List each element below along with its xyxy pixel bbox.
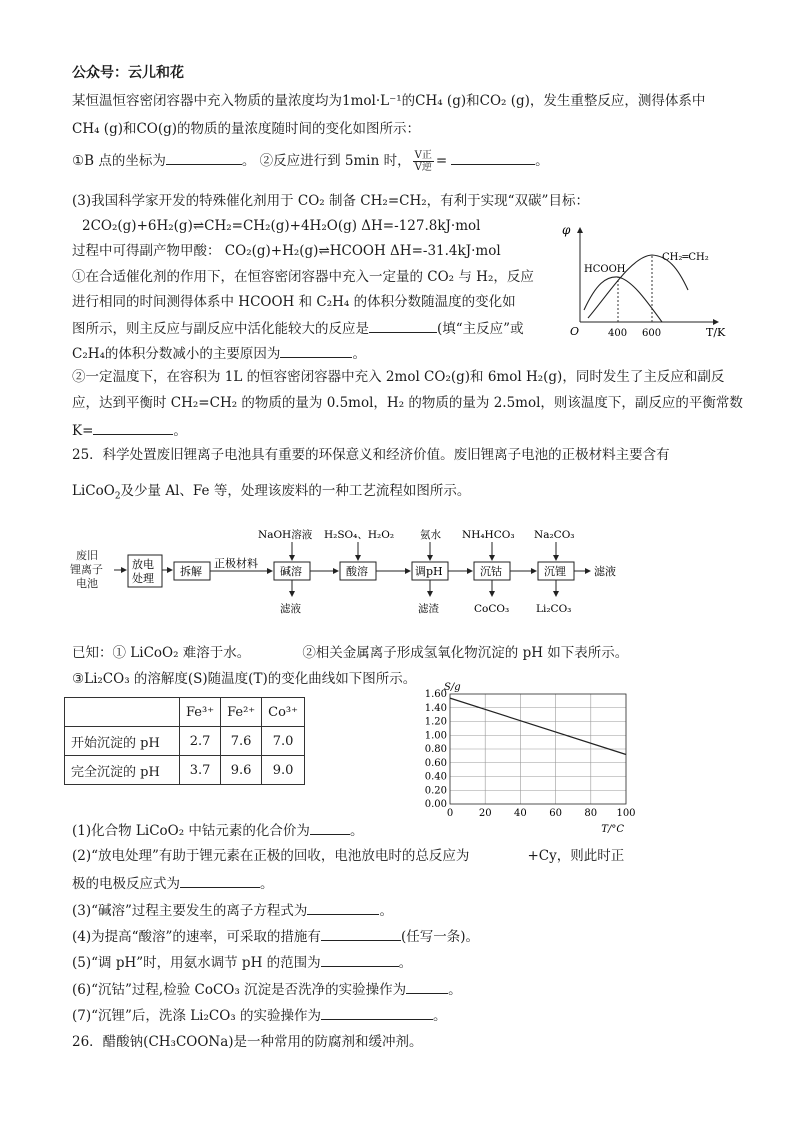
table-cell: 7.6 <box>221 727 262 756</box>
text: K= <box>72 423 94 439</box>
text: (5)“调 pH”时，用氨水调节 pH 的范围为 <box>72 955 321 971</box>
text: 极的电极反应式为 <box>72 876 180 892</box>
x-tick-label: 400 <box>608 328 628 339</box>
x-tick-label: 20 <box>478 808 492 819</box>
answer-blank[interactable] <box>180 873 260 888</box>
solubility-chart <box>410 680 650 835</box>
box-label: 沉锂 <box>544 565 566 578</box>
x-tick-label: 40 <box>514 808 527 819</box>
table-header-row <box>65 698 305 727</box>
solubility-line <box>450 698 626 754</box>
y-axis-label: S/g <box>444 682 461 693</box>
denominator: V逆 <box>414 162 432 173</box>
hcooh-label: HCOOH <box>584 264 626 275</box>
table-header: Fe³⁺ <box>180 698 221 727</box>
box-label: 拆解 <box>180 565 202 578</box>
y-tick-label: 0.60 <box>424 757 447 769</box>
reagent-label: NH₄HCO₃ <box>462 529 515 541</box>
x-axis-label: T/K <box>706 326 726 339</box>
table-row <box>65 756 305 785</box>
text: (6)“沉钴”过程,检验 CoCO₃ 沉淀是否洗净的实验操作为 <box>72 982 407 998</box>
x-tick-label: 100 <box>616 808 636 819</box>
row-label: 开始沉淀的 pH <box>65 727 180 756</box>
y-tick-label: 0.80 <box>424 744 447 755</box>
y-tick-label: 1.60 <box>424 689 447 700</box>
text: 。 <box>448 982 462 998</box>
y-axis-label: φ <box>562 223 571 237</box>
text: 。 <box>173 423 187 439</box>
box-label: 碱溶 <box>280 565 302 578</box>
x-tick-label: 0 <box>446 808 454 819</box>
question-3 <box>72 900 393 920</box>
known-1: 已知：① LiCoO₂ 难溶于水。 <box>72 645 251 661</box>
text: (7)“沉锂”后，洗涤 Li₂CO₃ 的实验操作为 <box>72 1008 322 1024</box>
text-line: (3)我国科学家开发的特殊催化剂用于 CO₂ 制备 CH₂=CH₂，有利于实现“双碳”目标： <box>72 193 589 209</box>
question-1 <box>72 820 363 840</box>
table-cell: 9.0 <box>262 756 305 785</box>
question-5 <box>72 952 412 972</box>
x-tick-label: 600 <box>642 328 662 339</box>
table-header: Co³⁺ <box>262 698 305 727</box>
end-label: 滤液 <box>594 565 616 578</box>
text: = <box>435 153 448 169</box>
box-label: 调pH <box>415 565 443 578</box>
answer-blank[interactable] <box>310 820 350 835</box>
question-6 <box>72 979 462 999</box>
row-label: 完全沉淀的 pH <box>65 756 180 785</box>
text: C₂H₄的体积分数减小的主要原因为 <box>72 346 281 362</box>
equation-main: 2CO₂(g)+6H₂(g)⇌CH₂=CH₂(g)+4H₂O(g) ΔH=-127.8kJ·mol <box>82 218 481 234</box>
text-line: 26．醋酸钠(CH₃COONa)是一种常用的防腐剂和缓冲剂。 <box>72 1034 423 1050</box>
answer-blank[interactable] <box>321 926 401 941</box>
temperature-figure <box>560 222 730 344</box>
output-label: CoCO₃ <box>474 603 510 615</box>
origin-label: O <box>570 325 580 338</box>
text-line: 应，达到平衡时 CH₂=CH₂ 的物质的量为 0.5mol，H₂ 的物质的量为 2.5mol，则该温度下，副反应的平衡常数 <box>72 395 743 411</box>
numerator: V正 <box>414 150 432 161</box>
box-label: 沉钴 <box>480 565 502 578</box>
y-tick-label: 1.00 <box>424 730 447 742</box>
answer-blank[interactable] <box>93 420 173 435</box>
y-tick-label: 1.40 <box>424 702 447 714</box>
box-label: 处理 <box>132 572 154 585</box>
process-flow-diagram <box>68 524 668 620</box>
question-line <box>72 343 366 363</box>
table-cell: 7.0 <box>262 727 305 756</box>
ethylene-label: CH₂═CH₂ <box>662 252 709 263</box>
table-row <box>65 727 305 756</box>
text: (4)为提高“酸溶”的速率，可采取的措施有 <box>72 929 321 945</box>
text: 。 <box>379 903 393 919</box>
output-label: 滤液 <box>280 603 301 615</box>
text: (任写一条)。 <box>400 929 479 945</box>
text: 。 <box>433 1008 447 1024</box>
reagent-label: Na₂CO₃ <box>534 529 575 541</box>
arrow-label: 正极材料 <box>214 557 258 570</box>
reagent-label: H₂SO₄、H₂O₂ <box>324 529 395 541</box>
text: +Cy，则此时正 <box>527 848 625 864</box>
output-label: Li₂CO₃ <box>536 603 572 615</box>
y-tick-label: 0.20 <box>424 785 447 797</box>
reagent-label: NaOH溶液 <box>258 529 313 541</box>
start-label: 锂离子 <box>70 563 103 576</box>
y-tick-label: 0.40 <box>424 771 447 783</box>
text: 。 <box>260 876 274 892</box>
text: 及少量 Al、Fe 等，处理该废料的一种工艺流程如图所示。 <box>120 483 471 499</box>
y-tick-label: 1.20 <box>424 716 447 728</box>
y-tick-label: 0.00 <box>424 799 447 810</box>
equation-side: 过程中可得副产物甲酸： CO₂(g)+H₂(g)⇌HCOOH ΔH=-31.4kJ·mol <box>72 243 501 259</box>
x-tick-label: 80 <box>584 808 598 819</box>
text-line: ①在合适催化剂的作用下，在恒容密闭容器中充入一定量的 CO₂ 与 H₂，反应 <box>72 269 534 285</box>
start-label: 废旧 <box>76 549 98 562</box>
answer-blank[interactable] <box>406 979 448 994</box>
output-label: 滤渣 <box>418 603 439 615</box>
text: 。 <box>398 955 413 971</box>
text-line: CH₄ (g)和CO(g)的物质的量浓度随时间的变化如图所示： <box>72 121 421 137</box>
question-line <box>72 150 549 173</box>
reagent-label: 氨水 <box>420 529 441 541</box>
text: 。 <box>535 153 549 169</box>
answer-blank[interactable] <box>280 343 352 358</box>
text: (1)化合物 LiCoO₂ 中钴元素的化合价为 <box>72 823 310 839</box>
answer-blank[interactable] <box>166 150 242 165</box>
known-2: ②相关金属离子形成氢氧化物沉淀的 pH 如下表所示。 <box>302 645 629 661</box>
hcooh-curve <box>584 277 662 322</box>
question-2 <box>72 847 624 865</box>
text-line <box>72 482 470 506</box>
text: (2)“放电处理”有助于锂元素在正极的回收，电池放电时的总反应为 <box>72 848 470 864</box>
question-line <box>72 318 524 338</box>
text-line: 进行相同的时间测得体系中 HCOOH 和 C₂H₄ 的体积分数随温度的变化如 <box>72 294 516 310</box>
text: 图所示，则主反应与副反应中活化能较大的反应是 <box>72 321 369 337</box>
question-4 <box>72 926 479 946</box>
table-header: Fe²⁺ <box>221 698 262 727</box>
page-header: 公众号：云儿和花 <box>72 65 184 81</box>
text: 。 <box>349 823 364 839</box>
x-tick-label: 60 <box>549 808 562 819</box>
answer-blank[interactable] <box>321 952 399 967</box>
question-7 <box>72 1005 447 1025</box>
formula: LiCoO <box>72 483 115 499</box>
text: 。 ②反应进行到 5min 时， <box>241 153 411 169</box>
text-line: 某恒温恒容密闭容器中充入物质的量浓度均为1mol·L⁻¹的CH₄ (g)和CO₂ (g)，发生重整反应，测得体系中 <box>72 93 706 109</box>
text: 。 <box>352 346 366 362</box>
ph-table <box>64 697 305 785</box>
box-label: 放电 <box>132 558 154 571</box>
x-axis-label: T/°C <box>601 824 624 835</box>
text-line: 25．科学处置废旧锂离子电池具有重要的环保意义和经济价值。废旧锂离子电池的正极材料主要含有 <box>72 447 670 463</box>
answer-blank[interactable] <box>451 150 535 165</box>
text-line <box>72 644 628 662</box>
text-line: ②一定温度下，在容积为 1L 的恒容密闭容器中充入 2mol CO₂(g)和 6mol H₂(g)，同时发生了主反应和副反 <box>72 369 725 385</box>
text: ①B 点的坐标为 <box>72 153 166 169</box>
table-cell: 3.7 <box>180 756 221 785</box>
table-cell: 2.7 <box>180 727 221 756</box>
table-cell: 9.6 <box>221 756 262 785</box>
text: (3)“碱溶”过程主要发生的离子方程式为 <box>72 903 308 919</box>
formula-subscript: 2 <box>114 491 121 502</box>
question-line <box>72 420 187 440</box>
table-cell <box>65 698 180 727</box>
answer-blank[interactable] <box>369 318 437 333</box>
box-label: 酸溶 <box>346 565 368 578</box>
start-label: 电池 <box>76 577 98 590</box>
text-line: ③Li₂CO₃ 的溶解度(S)随温度(T)的变化曲线如下图所示。 <box>72 671 417 687</box>
velocity-fraction <box>413 150 434 173</box>
answer-blank[interactable] <box>307 900 379 915</box>
answer-blank[interactable] <box>321 1005 433 1020</box>
text: (填“主反应”或 <box>437 321 524 337</box>
question-2-cont <box>72 873 274 893</box>
